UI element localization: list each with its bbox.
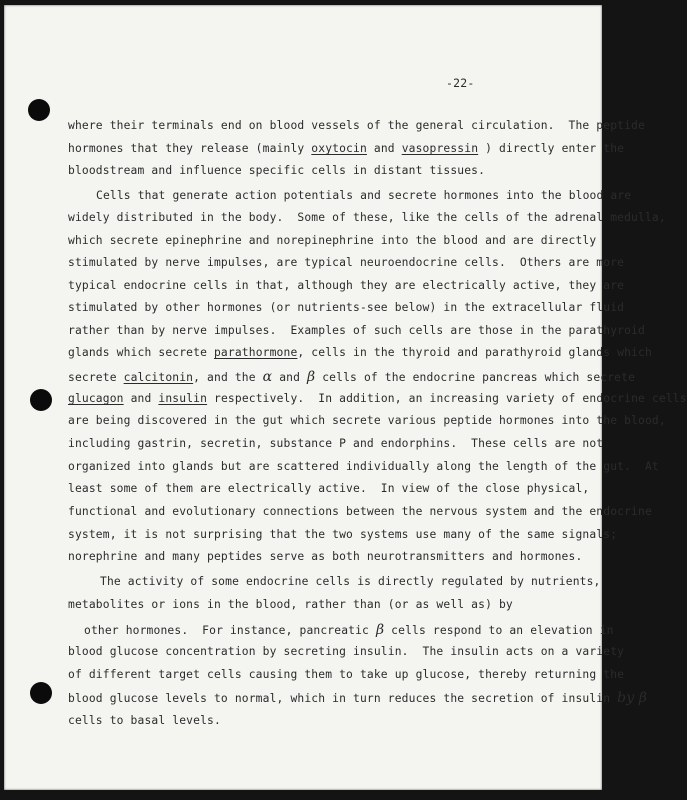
text-line <box>68 301 624 314</box>
text-line <box>68 346 652 359</box>
text-segment: ) directly enter the <box>478 142 625 155</box>
underlined-term: oxytocin <box>311 142 367 155</box>
text-segment: system, it is not surprising that the two systems use many of the same signals; <box>68 528 618 541</box>
binder-hole-middle <box>30 389 52 411</box>
text-line <box>68 164 485 177</box>
text-segment: hormones that they release (mainly <box>68 142 312 155</box>
text-line <box>68 119 645 132</box>
text-line <box>68 324 645 337</box>
text-segment: secrete <box>68 371 124 384</box>
text-segment: stimulated by other hormones (or nutrients-see below) in the extracellular fluid <box>68 301 625 314</box>
text-segment: cells of the endocrine pancreas which secrete <box>315 371 636 384</box>
handwritten-symbol: β <box>375 622 385 638</box>
underlined-term: calcitonin <box>123 371 194 384</box>
text-segment: stimulated by nerve impulses, are typical neuroendocrine cells. Others are more <box>68 256 625 269</box>
text-segment: bloodstream and influence specific cells in distant tissues. <box>68 164 486 177</box>
text-line <box>68 256 624 269</box>
text-line <box>68 645 624 658</box>
text-line <box>68 279 624 292</box>
text-line <box>68 234 596 247</box>
underlined-term: glucagon <box>68 392 124 405</box>
underlined-term: insulin <box>158 392 208 405</box>
text-segment: organized into glands but are scattered individually along the length of the gut. At <box>68 460 659 473</box>
binder-hole-top <box>28 99 50 121</box>
text-segment: are being discovered in the gut which secrete various peptide hormones into the blood, <box>68 414 666 427</box>
text-line <box>68 550 582 563</box>
text-segment: functional and evolutionary connections between the nervous system and the endocrine <box>68 505 652 518</box>
text-segment: and <box>123 392 159 405</box>
text-line <box>96 189 631 202</box>
handwritten-symbol: β <box>307 369 316 385</box>
text-segment: typical endocrine cells in that, although they are electrically active, they are <box>68 279 625 292</box>
text-line <box>68 668 624 681</box>
text-segment: cells to basal levels. <box>68 714 221 727</box>
text-line <box>84 622 614 638</box>
text-line <box>68 414 666 427</box>
text-segment: norephrine and many peptides serve as both neurotransmitters and hormones. <box>68 550 583 563</box>
text-segment: widely distributed in the body. Some of these, like the cells of the adrenal medulla, <box>68 211 666 224</box>
text-segment: where their terminals end on blood vessels of the general circulation. The peptide <box>68 119 645 132</box>
text-segment: least some of them are electrically active. In view of the close physical, <box>68 482 590 495</box>
text-line <box>68 598 513 611</box>
text-line <box>68 714 221 727</box>
text-segment: which secrete epinephrine and norepinephrine into the blood and are directly <box>68 234 597 247</box>
text-line <box>68 505 652 518</box>
text-segment: Cells that generate action potentials and secrete hormones into the blood are <box>96 189 632 202</box>
text-segment: of different target cells causing them to take up glucose, thereby returning the <box>68 668 625 681</box>
text-line <box>68 392 687 405</box>
text-segment: , and the <box>193 371 263 384</box>
text-line <box>68 482 589 495</box>
text-segment: respectively. In addition, an increasing variety of endocrine cells <box>207 392 687 405</box>
text-segment: glands which secrete <box>68 346 214 359</box>
page-number: -22- <box>446 76 475 90</box>
text-line <box>68 369 635 385</box>
text-segment: including gastrin, secretin, substance P and endorphins. These cells are not <box>68 437 604 450</box>
handwritten-symbol: α <box>262 369 273 385</box>
text-segment: and <box>366 142 402 155</box>
text-segment: other hormones. For instance, pancreatic <box>84 624 376 637</box>
text-segment: blood glucose levels to normal, which in turn reduces the secretion of insulin <box>68 692 618 705</box>
text-segment: cells respond to an elevation in <box>384 624 614 637</box>
binder-hole-bottom <box>30 682 52 704</box>
text-line <box>100 575 601 588</box>
underlined-term: vasopressin <box>401 142 479 155</box>
text-segment: and <box>272 371 308 384</box>
text-line <box>68 437 603 450</box>
text-line <box>68 211 666 224</box>
underlined-term: parathormone <box>213 346 298 359</box>
text-line <box>68 460 659 473</box>
text-segment: rather than by nerve impulses. Examples of such cells are those in the parathyroid <box>68 324 645 337</box>
text-segment: The activity of some endocrine cells is directly regulated by nutrients, <box>100 575 601 588</box>
text-line <box>68 142 624 155</box>
text-segment: blood glucose concentration by secreting insulin. The insulin acts on a variety <box>68 645 625 658</box>
text-segment: , cells in the thyroid and parathyroid glands which <box>297 346 652 359</box>
text-segment: metabolites or ions in the blood, rather than (or as well as) by <box>68 598 513 611</box>
text-line <box>68 528 617 541</box>
handwritten-symbol: by β <box>617 690 648 706</box>
text-line <box>68 690 647 706</box>
